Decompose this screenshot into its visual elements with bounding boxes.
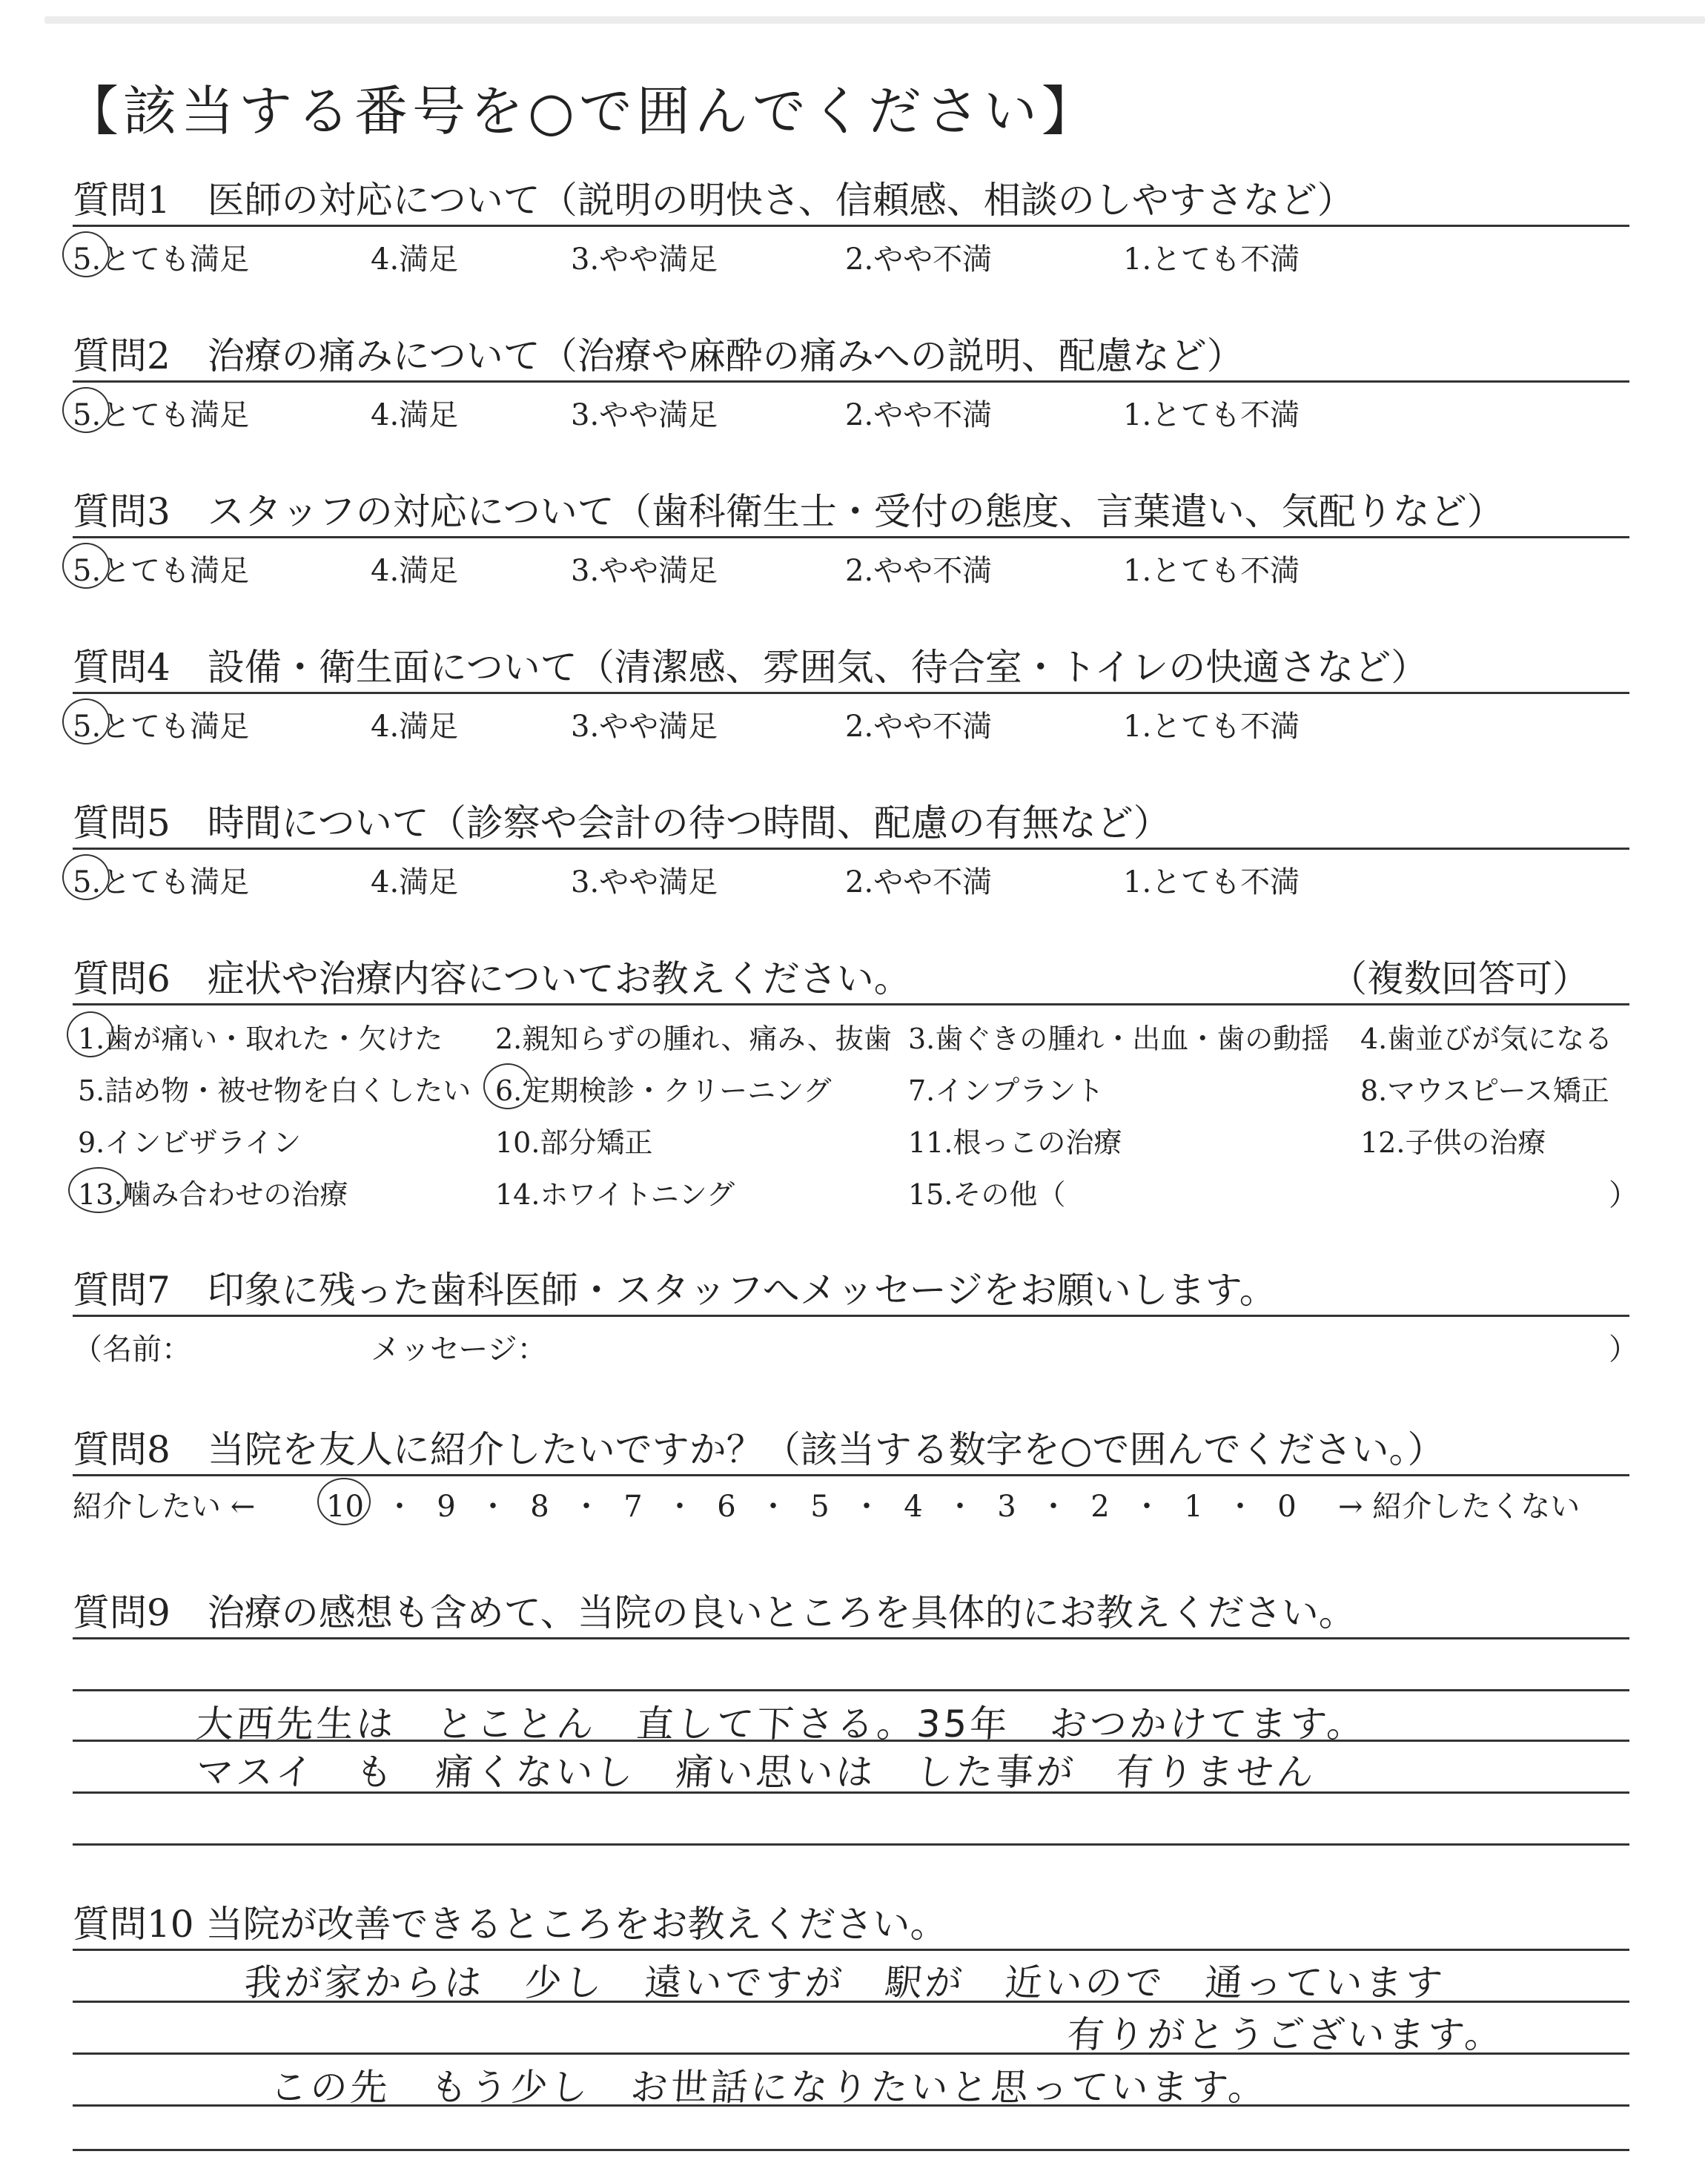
- q3-option-1[interactable]: 1.とても不満: [1123, 554, 1300, 588]
- q8-scale-separator: ・: [665, 1490, 695, 1524]
- question-4-heading: 質問4 設備・衛生面について（清潔感、雰囲気、待合室・トイレの快適さなど）: [73, 646, 1429, 689]
- q2-option-4[interactable]: 4.満足: [371, 398, 459, 432]
- q4-option-5[interactable]: 5.とても満足: [73, 710, 250, 744]
- q9-answer-line-2: マスイ も 痛くないし 痛い思いは した事が 有りません: [194, 1751, 1318, 1794]
- q6-selected-circle-13: [68, 1167, 129, 1213]
- q10-answer-line-3: この先 もう少し お世話になりたいと思っています。: [268, 2066, 1270, 2109]
- q6-item-5[interactable]: 5.詰め物・被せ物を白くしたい: [78, 1074, 471, 1107]
- question-8-rule: [73, 1474, 1629, 1476]
- q6-selected-circle-1: [67, 1011, 114, 1057]
- q6-item-11[interactable]: 11.根っこの治療: [908, 1126, 1122, 1159]
- q8-scale-7[interactable]: 7: [623, 1490, 643, 1524]
- question-3-heading: 質問3 スタッフの対応について（歯科衛生士・受付の態度、言葉遣い、気配りなど）: [73, 490, 1504, 533]
- q8-scale-separator: ・: [1039, 1490, 1068, 1524]
- q8-left-label: 紹介したい ←: [73, 1490, 256, 1524]
- question-4-rule: [73, 692, 1629, 694]
- q6-other-close-paren: ）: [1609, 1178, 1638, 1212]
- q8-scale-3[interactable]: 3: [997, 1490, 1016, 1524]
- q8-scale-6[interactable]: 6: [717, 1490, 736, 1524]
- question-2-rule: [73, 380, 1629, 383]
- question-10-rule-1: [73, 1949, 1629, 1951]
- q4-option-2[interactable]: 2.やや不満: [845, 710, 993, 744]
- q5-option-3[interactable]: 3.やや満足: [571, 865, 718, 899]
- q1-option-5[interactable]: 5.とても満足: [73, 242, 250, 277]
- q2-selected-circle: [62, 387, 110, 433]
- q8-scale-separator: ・: [572, 1490, 601, 1524]
- q1-option-4[interactable]: 4.満足: [371, 242, 459, 277]
- question-1-rule: [73, 225, 1629, 227]
- q8-scale-0[interactable]: 0: [1277, 1490, 1297, 1524]
- question-7-rule: [73, 1315, 1629, 1317]
- question-2-heading: 質問2 治療の痛みについて（治療や麻酔の痛みへの説明、配慮など）: [73, 334, 1244, 377]
- question-8-heading: 質問8 当院を友人に紹介したいですか？（該当する数字を○で囲んでください。）: [73, 1428, 1445, 1471]
- question-10-rule-5: [73, 2149, 1629, 2151]
- question-7-heading: 質問7 印象に残った歯科医師・スタッフへメッセージをお願いします。: [73, 1269, 1277, 1312]
- q10-answer-line-1: 我が家からは 少し 遠いですが 駅が 近いので 通っています: [242, 1961, 1447, 2004]
- question-9-rule-2: [73, 1689, 1629, 1691]
- form-title: 【該当する番号を○で囲んでください】: [65, 80, 1099, 142]
- question-6-note: （複数回答可）: [1330, 957, 1589, 1000]
- q8-scale-separator: ・: [385, 1490, 414, 1524]
- question-1-heading: 質問1 医師の対応について（説明の明快さ、信頼感、相談のしやすさなど）: [73, 179, 1354, 222]
- q2-option-3[interactable]: 3.やや満足: [571, 398, 718, 432]
- q1-selected-circle: [62, 231, 110, 277]
- q5-option-1[interactable]: 1.とても不満: [1123, 865, 1300, 899]
- q8-scale-separator: ・: [1225, 1490, 1255, 1524]
- q8-scale-separator: ・: [852, 1490, 881, 1524]
- q8-scale-separator: ・: [478, 1490, 508, 1524]
- q6-item-8[interactable]: 8.マウスピース矯正: [1360, 1074, 1609, 1107]
- question-6-heading: 質問6 症状や治療内容についてお教えください。: [73, 957, 911, 1000]
- q6-selected-circle-6: [483, 1063, 532, 1109]
- question-9-heading: 質問9 治療の感想も含めて、当院の良いところを具体的にお教えください。: [73, 1591, 1356, 1634]
- q6-item-14[interactable]: 14.ホワイトニング: [495, 1178, 735, 1211]
- q6-item-6[interactable]: 6.定期検診・クリーニング: [495, 1074, 832, 1107]
- q6-item-13[interactable]: 13.噛み合わせの治療: [78, 1178, 348, 1211]
- q1-option-2[interactable]: 2.やや不満: [845, 242, 993, 277]
- q10-answer-line-2: 有りがとうございます。: [1065, 2013, 1506, 2056]
- q8-scale-4[interactable]: 4: [904, 1490, 923, 1524]
- q3-option-4[interactable]: 4.満足: [371, 554, 459, 588]
- q2-option-1[interactable]: 1.とても不満: [1123, 398, 1300, 432]
- q6-item-12[interactable]: 12.子供の治療: [1360, 1126, 1546, 1159]
- q7-close-paren: ）: [1609, 1332, 1638, 1367]
- q4-option-1[interactable]: 1.とても不満: [1123, 710, 1300, 744]
- q8-scale-separator: ・: [945, 1490, 975, 1524]
- q6-item-3[interactable]: 3.歯ぐきの腫れ・出血・歯の動揺: [908, 1023, 1330, 1055]
- q2-option-2[interactable]: 2.やや不満: [845, 398, 993, 432]
- q8-scale-9[interactable]: 9: [437, 1490, 456, 1524]
- question-3-rule: [73, 536, 1629, 538]
- q6-item-4[interactable]: 4.歯並びが気になる: [1360, 1023, 1613, 1055]
- q8-scale-separator: ・: [1132, 1490, 1162, 1524]
- q4-selected-circle: [62, 698, 110, 744]
- q8-scale: [326, 1483, 1297, 1525]
- q3-option-2[interactable]: 2.やや不満: [845, 554, 993, 588]
- q8-scale-2[interactable]: 2: [1090, 1490, 1110, 1524]
- q6-item-7[interactable]: 7.インプラント: [908, 1074, 1105, 1107]
- q8-scale-1[interactable]: 1: [1184, 1490, 1203, 1524]
- q7-name-label: （名前：: [73, 1332, 191, 1367]
- q4-option-3[interactable]: 3.やや満足: [571, 710, 718, 744]
- question-5-rule: [73, 848, 1629, 850]
- scan-edge: [44, 16, 1705, 24]
- q9-answer-line-1: 大西先生は とことん 直して下さる。35年 おつかけてます。: [194, 1702, 1368, 1745]
- q6-item-9[interactable]: 9.インビザライン: [78, 1126, 302, 1159]
- q6-item-15[interactable]: 15.その他（: [908, 1178, 1066, 1211]
- q7-message-label: メッセージ：: [371, 1332, 547, 1367]
- q8-scale-10[interactable]: 10: [326, 1490, 364, 1524]
- q5-option-5[interactable]: 5.とても満足: [73, 865, 250, 899]
- question-9-rule-5: [73, 1843, 1629, 1846]
- question-5-heading: 質問5 時間について（診察や会計の待つ時間、配慮の有無など）: [73, 802, 1171, 845]
- q1-option-3[interactable]: 3.やや満足: [571, 242, 718, 277]
- q8-selected-circle: [317, 1478, 371, 1525]
- question-9-rule-1: [73, 1637, 1629, 1639]
- q6-item-10[interactable]: 10.部分矯正: [495, 1126, 653, 1159]
- q3-option-5[interactable]: 5.とても満足: [73, 554, 250, 588]
- question-6-rule: [73, 1003, 1629, 1005]
- q6-item-1[interactable]: 1.歯が痛い・取れた・欠けた: [78, 1023, 443, 1055]
- question-10-heading: 質問10 当院が改善できるところをお教えください。: [73, 1903, 947, 1946]
- q6-item-2[interactable]: 2.親知らずの腫れ、痛み、抜歯: [495, 1023, 892, 1055]
- q8-right-label: → 紹介したくない: [1338, 1490, 1580, 1524]
- q8-scale-8[interactable]: 8: [530, 1490, 549, 1524]
- q5-option-4[interactable]: 4.満足: [371, 865, 459, 899]
- q3-option-3[interactable]: 3.やや満足: [571, 554, 718, 588]
- q2-option-5[interactable]: 5.とても満足: [73, 398, 250, 432]
- q4-option-4[interactable]: 4.満足: [371, 710, 459, 744]
- q1-option-1[interactable]: 1.とても不満: [1123, 242, 1300, 277]
- q8-scale-separator: ・: [758, 1490, 788, 1524]
- q5-option-2[interactable]: 2.やや不満: [845, 865, 993, 899]
- q3-selected-circle: [62, 543, 110, 589]
- q8-scale-5[interactable]: 5: [810, 1490, 830, 1524]
- q5-selected-circle: [62, 854, 110, 900]
